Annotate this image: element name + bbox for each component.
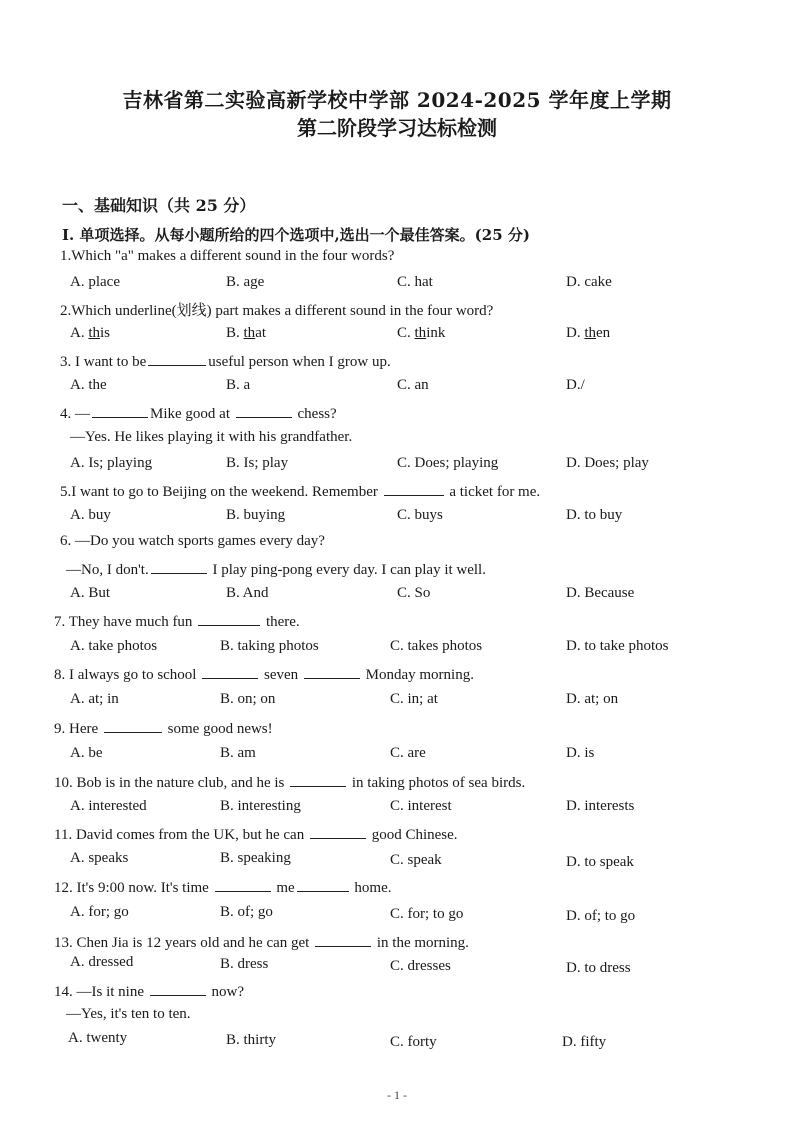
q7-option-d: D. to take photos <box>566 638 669 654</box>
question-6-response: —No, I don't. I play ping-pong every day. I can play it well. <box>66 559 486 579</box>
q5-option-a: A. buy <box>70 507 111 523</box>
q13-option-c: C. dresses <box>390 958 451 974</box>
q12-option-b: B. of; go <box>220 904 273 920</box>
q5-option-b: B. buying <box>226 507 286 523</box>
answer-blank <box>384 481 444 496</box>
q2-option-a: A. this <box>70 325 111 341</box>
q9-option-b: B. am <box>220 745 256 761</box>
q12-option-c: C. for; to go <box>390 906 464 922</box>
q1-option-a: A. place <box>70 274 120 290</box>
q14-option-d: D. fifty <box>562 1034 607 1050</box>
exam-subtitle: 第二阶段学习达标检测 <box>297 116 497 140</box>
question-12-stem: 12. It's 9:00 now. It's time me home. <box>54 877 392 897</box>
q5-option-d: D. to buy <box>566 507 623 523</box>
q2-option-b: B. that <box>226 325 267 341</box>
answer-blank <box>310 824 366 839</box>
q1-option-d: D. cake <box>566 274 612 290</box>
q5-option-c: C. buys <box>397 507 443 523</box>
answer-blank <box>297 877 349 892</box>
q11-option-d: D. to speak <box>566 854 634 870</box>
question-4-response: —Yes. He likes playing it with his grandfather. <box>70 429 353 445</box>
q8-option-d: D. at; on <box>566 691 619 707</box>
question-11-stem: 11. David comes from the UK, but he can good Chinese. <box>54 824 458 844</box>
question-14-response: —Yes, it's ten to ten. <box>66 1006 191 1022</box>
exam-title: 吉林省第二实验高新学校中学部 2024-2025 学年度上学期 <box>122 88 672 112</box>
q6-option-b: B. And <box>226 585 269 601</box>
q13-option-d: D. to dress <box>566 960 631 976</box>
instruction: I. 单项选择。从每小题所给的四个选项中,选出一个最佳答案。(25 分) <box>62 226 530 244</box>
page-number: - 1 - <box>387 1088 407 1102</box>
q1-option-c: C. hat <box>397 274 433 290</box>
q3-option-a: A. the <box>70 377 107 393</box>
question-7-stem: 7. They have much fun there. <box>54 611 300 631</box>
answer-blank <box>198 611 260 626</box>
q9-option-c: C. are <box>390 745 426 761</box>
q14-option-c: C. forty <box>390 1034 437 1050</box>
question-9-stem: 9. Here some good news! <box>54 718 273 738</box>
q6-option-c: C. So <box>397 585 431 601</box>
q8-option-c: C. in; at <box>390 691 438 707</box>
q1-option-b: B. age <box>226 274 265 290</box>
section-title: 一、基础知识（共 25 分） <box>62 196 256 215</box>
q11-option-a: A. speaks <box>70 850 129 866</box>
q12-option-a: A. for; go <box>70 904 129 920</box>
question-14-stem: 14. —Is it nine now? <box>54 981 244 1001</box>
answer-blank <box>304 664 360 679</box>
answer-blank <box>290 772 346 787</box>
question-10-stem: 10. Bob is in the nature club, and he is in taking photos of sea birds. <box>54 772 525 792</box>
answer-blank <box>236 403 292 418</box>
q10-option-a: A. interested <box>70 798 147 814</box>
question-4-stem: 4. — Mike good at chess? <box>60 403 337 423</box>
question-1-stem: 1.Which "a" makes a different sound in the four words? <box>60 248 395 264</box>
answer-blank <box>315 932 371 947</box>
answer-blank <box>148 351 206 366</box>
answer-blank <box>151 559 207 574</box>
q4-option-a: A. Is; playing <box>70 455 153 471</box>
answer-blank <box>215 877 271 892</box>
q7-option-a: A. take photos <box>70 638 158 654</box>
answer-blank <box>150 981 206 996</box>
q9-option-d: D. is <box>566 745 595 761</box>
q11-option-b: B. speaking <box>220 850 291 866</box>
q13-option-a: A. dressed <box>70 954 134 970</box>
q2-option-d: D. then <box>566 325 611 341</box>
q10-option-c: C. interest <box>390 798 452 814</box>
q7-option-b: B. taking photos <box>220 638 319 654</box>
q12-option-d: D. of; to go <box>566 908 636 924</box>
q3-option-c: C. an <box>397 377 429 393</box>
question-2-stem: 2.Which underline(划线) part makes a different sound in the four word? <box>60 303 494 319</box>
q4-option-b: B. Is; play <box>226 455 289 471</box>
q9-option-a: A. be <box>70 745 103 761</box>
q3-option-b: B. a <box>226 377 251 393</box>
question-13-stem: 13. Chen Jia is 12 years old and he can get in the morning. <box>54 932 469 952</box>
q6-option-d: D. Because <box>566 585 635 601</box>
question-8-stem: 8. I always go to school seven Monday morning. <box>54 664 474 684</box>
q11-option-c: C. speak <box>390 852 442 868</box>
q7-option-c: C. takes photos <box>390 638 483 654</box>
q8-option-b: B. on; on <box>220 691 276 707</box>
q2-option-c: C. think <box>397 325 446 341</box>
answer-blank <box>92 403 148 418</box>
q3-option-d: D./ <box>566 377 585 393</box>
question-5-stem: 5.I want to go to Beijing on the weekend. Remember a ticket for me. <box>60 481 540 501</box>
q6-option-a: A. But <box>70 585 111 601</box>
q14-option-a: A. twenty <box>68 1030 128 1046</box>
question-6-stem: 6. —Do you watch sports games every day? <box>60 533 325 549</box>
q14-option-b: B. thirty <box>226 1032 277 1048</box>
q13-option-b: B. dress <box>220 956 269 972</box>
question-3-stem: 3. I want to be useful person when I grow up. <box>60 351 391 371</box>
q10-option-d: D. interests <box>566 798 635 814</box>
answer-blank <box>104 718 162 733</box>
q4-option-d: D. Does; play <box>566 455 649 471</box>
q4-option-c: C. Does; playing <box>397 455 499 471</box>
answer-blank <box>202 664 258 679</box>
q8-option-a: A. at; in <box>70 691 119 707</box>
q10-option-b: B. interesting <box>220 798 301 814</box>
